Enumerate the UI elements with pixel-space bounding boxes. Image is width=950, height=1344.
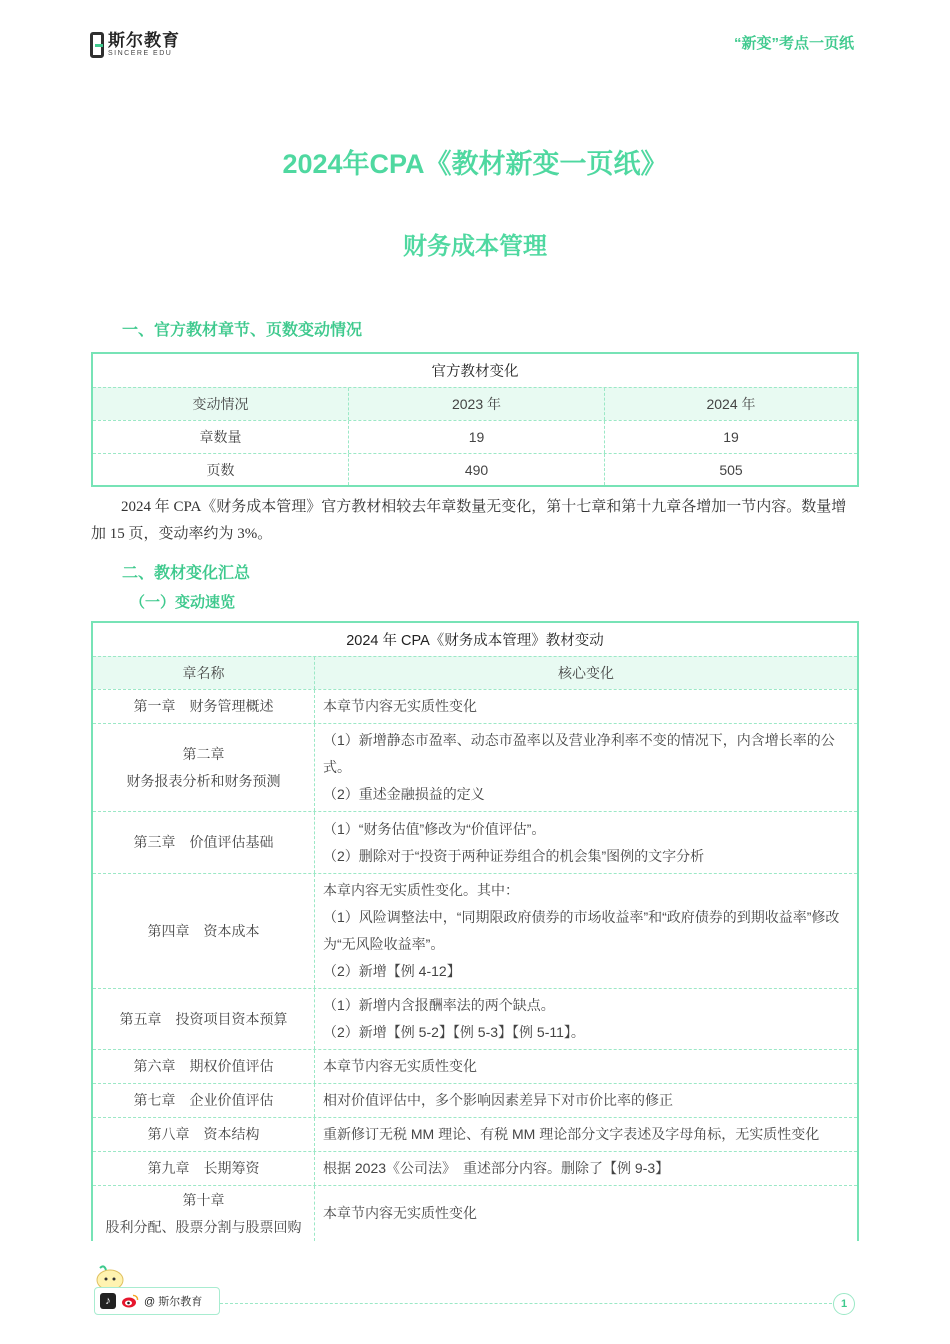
core-change-cell [314, 1186, 857, 1241]
change-item: （2）新增【例 4-12】 [323, 963, 461, 979]
column-header: 核心变化 [314, 657, 857, 689]
logo-text-en: SINCERE EDU [108, 50, 173, 57]
chapter-name-cell [93, 1118, 314, 1151]
table-row [93, 453, 857, 485]
chapter-name: 第九章 长期筹资 [147, 1160, 260, 1176]
chapter-name-cell [93, 1186, 314, 1241]
core-change-cell [314, 1050, 857, 1083]
table-row [93, 1049, 857, 1083]
core-change-cell [314, 724, 857, 811]
table-row [93, 723, 857, 811]
section-heading-1: 一、官方教材章节、页数变动情况 [122, 322, 363, 339]
chapter-name-cell [93, 989, 314, 1049]
social-handle: @ 斯尔教育 [144, 1296, 203, 1308]
table-row [93, 1151, 857, 1185]
chapter-name: 第一章 财务管理概述 [133, 698, 274, 714]
header-tag: “新变”考点一页纸 [733, 35, 854, 52]
chapter-name-cell [93, 874, 314, 988]
chapter-name: 股利分配、股票分割与股票回购 [105, 1218, 302, 1235]
table-caption-row [93, 623, 857, 656]
table-row [93, 1185, 857, 1241]
core-change-cell [314, 989, 857, 1049]
table-row [93, 811, 857, 873]
change-item: 根据 2023《公司法》 重述部分内容。删除了【例 9-3】 [323, 1160, 670, 1176]
table-row [93, 420, 857, 453]
table-header-row [93, 387, 857, 420]
chapter-name: 财务报表分析和财务预测 [126, 772, 281, 789]
chapter-name: 第五章 投资项目资本预算 [119, 1010, 288, 1027]
column-header: 2024 年 [604, 388, 857, 420]
chapter-name-cell [93, 1050, 314, 1083]
chapter-name: 第六章 期权价值评估 [133, 1058, 274, 1074]
change-item: （1）风险调整法中，“同期限政府债券的市场收益率”和“政府债券的到期收益率”修改为“无风险收益率”。 [323, 909, 840, 952]
change-item: 本章节内容无实质性变化 [323, 1205, 477, 1221]
change-item: （2）重述金融损益的定义 [323, 786, 485, 802]
core-change-cell [314, 1118, 857, 1151]
chapter-name: 第七章 企业价值评估 [133, 1092, 274, 1108]
change-item: （1）新增内含报酬率法的两个缺点。 [323, 997, 555, 1013]
table-row [93, 988, 857, 1049]
logo-text-cn: 斯尔教育 [108, 31, 180, 50]
table-row [93, 1083, 857, 1117]
chapter-name-cell [93, 1084, 314, 1117]
change-item: 重新修订无税 MM 理论、有税 MM 理论部分文字表述及字母角标，无实质性变化 [323, 1126, 820, 1142]
douyin-icon[interactable]: ♪ [100, 1293, 116, 1309]
table-cell: 490 [348, 454, 604, 485]
change-item: 本章节内容无实质性变化 [323, 698, 477, 714]
core-change-cell [314, 874, 857, 988]
table-cell: 505 [604, 454, 857, 485]
weibo-icon[interactable] [121, 1294, 139, 1308]
chapter-name: 第八章 资本结构 [147, 1126, 260, 1142]
section-heading-2: 二、教材变化汇总 [122, 565, 251, 582]
table-row [93, 873, 857, 988]
change-item: 相对价值评估中，多个影响因素差异下对市价比率的修正 [323, 1092, 673, 1108]
core-change-cell [314, 1152, 857, 1185]
core-change-cell [314, 1084, 857, 1117]
change-item: （1）“财务估值”修改为“价值评估”。 [323, 820, 546, 837]
table-cell: 章数量 [199, 429, 242, 445]
table-header-row [93, 656, 857, 689]
change-item: 本章节内容无实质性变化 [323, 1058, 477, 1074]
page-number: 1 [833, 1293, 855, 1315]
chapter-name-cell [93, 812, 314, 873]
logo-icon [90, 32, 104, 58]
change-item: （2）删除对于“投资于两种证券组合的机会集”图例的文字分析 [323, 847, 705, 864]
chapter-name: 第十章 [182, 1191, 225, 1208]
table-caption-row [93, 354, 857, 387]
column-header: 章名称 [182, 665, 225, 681]
chapter-name-cell [93, 1152, 314, 1185]
chapter-name: 第四章 资本成本 [147, 922, 260, 939]
summary-paragraph: 2024 年 CPA《财务成本管理》官方教材相较去年章数量无变化，第十七章和第十九章各增加一节内容。数量增加 15 页，变动率约为 3%。 [91, 499, 847, 542]
document-subtitle: 财务成本管理 [403, 233, 547, 260]
table-caption: 2024 年 CPA《财务成本管理》教材变动 [346, 633, 604, 649]
chapter-name: 第二章 [182, 745, 225, 762]
table-cell: 19 [604, 421, 857, 453]
mascot-icon [92, 1262, 128, 1290]
table-cell: 19 [348, 421, 604, 453]
column-header: 变动情况 [192, 396, 249, 412]
change-item: 本章内容无实质性变化。其中： [323, 882, 519, 898]
column-header: 2023 年 [348, 388, 604, 420]
brand-logo [90, 32, 180, 58]
table-row [93, 689, 857, 723]
table-row [93, 1117, 857, 1151]
table-cell: 页数 [206, 461, 235, 478]
chapter-name-cell [93, 724, 314, 811]
chapter-name-cell [93, 690, 314, 723]
change-item: （2）新增【例 5-2】【例 5-3】【例 5-11】。 [323, 1024, 585, 1040]
footer-divider [220, 1303, 832, 1304]
textbook-summary-table [91, 352, 859, 487]
chapter-name: 第三章 价值评估基础 [133, 834, 274, 850]
change-item: （1）新增静态市盈率、动态市盈率以及营业净利率不变的情况下，内含增长率的公式。 [323, 732, 835, 775]
core-change-cell [314, 690, 857, 723]
core-change-cell [314, 812, 857, 873]
chapter-changes-table [91, 621, 859, 1241]
document-title: 2024年CPA《教材新变一页纸》 [282, 149, 668, 179]
social-handle-box[interactable] [94, 1287, 220, 1315]
table-caption: 官方教材变化 [431, 364, 519, 380]
subsection-heading: （一）变动速览 [130, 594, 236, 611]
